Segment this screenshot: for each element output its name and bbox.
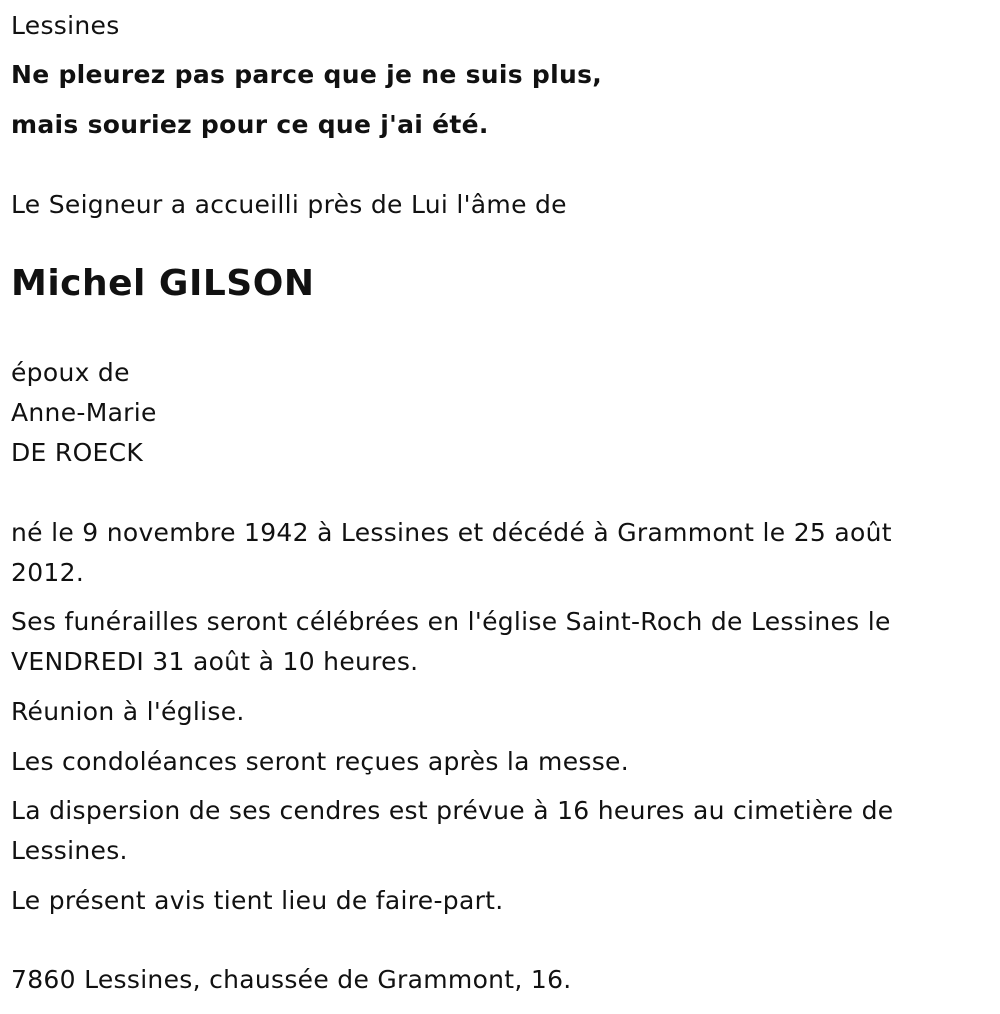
quote-line-1: Ne pleurez pas parce que je ne suis plus, — [11, 60, 603, 89]
faire-part-text: Le présent avis tient lieu de faire-part. — [11, 886, 504, 915]
location-heading: Lessines — [11, 11, 120, 40]
spouse-last-name: DE ROECK — [11, 438, 144, 467]
quote-line-2: mais souriez pour ce que j'ai été. — [11, 110, 489, 139]
address-text: 7860 Lessines, chaussée de Grammont, 16. — [11, 965, 572, 994]
birth-death-text: né le 9 novembre 1942 à Lessines et décédé à Grammont le 25 août 2012. — [11, 518, 892, 587]
spouse-relation: époux de — [11, 358, 130, 387]
ashes-text: La dispersion de ses cendres est prévue à 16 heures au cimetière de Lessines. — [11, 796, 894, 865]
spouse-first-name: Anne-Marie — [11, 398, 157, 427]
condolences-text: Les condoléances seront reçues après la messe. — [11, 747, 629, 776]
meeting-text: Réunion à l'église. — [11, 697, 245, 726]
intro-text: Le Seigneur a accueilli près de Lui l'âme de — [11, 190, 567, 219]
deceased-name: Michel GILSON — [11, 263, 315, 304]
funeral-text: Ses funérailles seront célébrées en l'église Saint-Roch de Lessines le VENDREDI 31 août à 10 heures. — [11, 607, 891, 676]
